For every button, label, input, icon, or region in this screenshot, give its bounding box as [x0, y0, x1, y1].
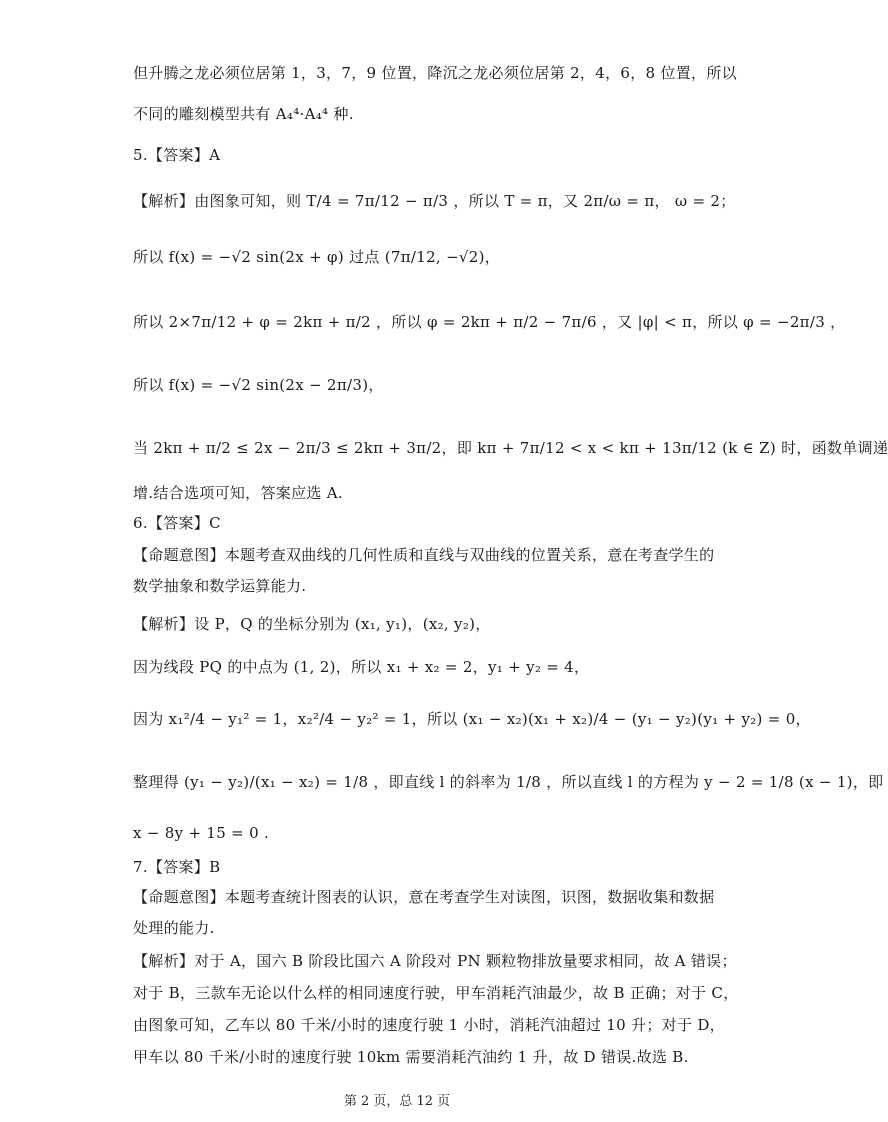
answer-heading: 6.【答案】C — [133, 514, 221, 532]
text-line: 所以 2×7π/12 + φ = 2kπ + π/2 ，所以 φ = 2kπ + π/2 − 7π/6 ，又 |φ| < π，所以 φ = −2π/3 ， — [133, 313, 846, 331]
text-line: 所以 f(x) = −√2 sin(2x + φ) 过点 (7π/12, −√2)， — [133, 248, 501, 266]
text-line: 【解析】设 P，Q 的坐标分别为 (x₁, y₁)，(x₂, y₂)， — [133, 615, 491, 633]
answer-heading: 7.【答案】B — [133, 858, 221, 876]
text-line: x − 8y + 15 = 0 . — [133, 824, 270, 842]
text-line: 【解析】对于 A，国六 B 阶段比国六 A 阶段对 PN 颗粒物排放量要求相同，故 A 错误； — [133, 952, 737, 970]
text-line: 处理的能力. — [133, 919, 215, 937]
text-line: 【解析】由图象可知，则 T/4 = 7π/12 − π/3 ，所以 T = π，又 2π/ω = π， ω = 2； — [133, 192, 736, 210]
text-line: 甲车以 80 千米/小时的速度行驶 10km 需要消耗汽油约 1 升，故 D 错误.故选 B. — [133, 1048, 689, 1066]
text-line: 因为线段 PQ 的中点为 (1, 2)，所以 x₁ + x₂ = 2，y₁ + y₂ = 4， — [133, 658, 590, 676]
text-line: 增.结合选项可知，答案应选 A. — [133, 484, 343, 502]
text-line: 对于 B，三款车无论以什么样的相同速度行驶，甲车消耗汽油最少，故 B 正确；对于 C， — [133, 984, 739, 1002]
text-line: 【命题意图】本题考查统计图表的认识，意在考查学生对读图，识图，数据收集和数据 — [133, 888, 715, 906]
page-footer: 第 2 页，总 12 页 — [343, 1094, 451, 1109]
text-line: 当 2kπ + π/2 ≤ 2x − 2π/3 ≤ 2kπ + 3π/2，即 kπ + 7π/12 < x < kπ + 13π/12 (k ∈ Z) 时，函数单调递 — [133, 439, 888, 457]
text-line: 【命题意图】本题考查双曲线的几何性质和直线与双曲线的位置关系，意在考查学生的 — [133, 546, 715, 564]
answer-heading: 5.【答案】A — [133, 146, 221, 164]
text-line: 数学抽象和数学运算能力. — [133, 577, 307, 595]
text-line: 但升腾之龙必须位居第 1，3，7，9 位置，降沉之龙必须位居第 2，4，6，8 位置，所以 — [133, 64, 737, 82]
text-line: 不同的雕刻模型共有 A₄⁴·A₄⁴ 种. — [133, 105, 354, 123]
text-line: 所以 f(x) = −√2 sin(2x − 2π/3)， — [133, 376, 384, 394]
text-line: 因为 x₁²/4 − y₁² = 1，x₂²/4 − y₂² = 1，所以 (x₁ − x₂)(x₁ + x₂)/4 − (y₁ − y₂)(y₁ + y₂) = 0， — [133, 710, 811, 728]
text-line: 整理得 (y₁ − y₂)/(x₁ − x₂) = 1/8 ，即直线 l 的斜率为 1/8 ，所以直线 l 的方程为 y − 2 = 1/8 (x − 1)，即 — [133, 773, 884, 791]
text-line: 由图象可知，乙车以 80 千米/小时的速度行驶 1 小时，消耗汽油超过 10 升；对于 D， — [133, 1016, 725, 1034]
